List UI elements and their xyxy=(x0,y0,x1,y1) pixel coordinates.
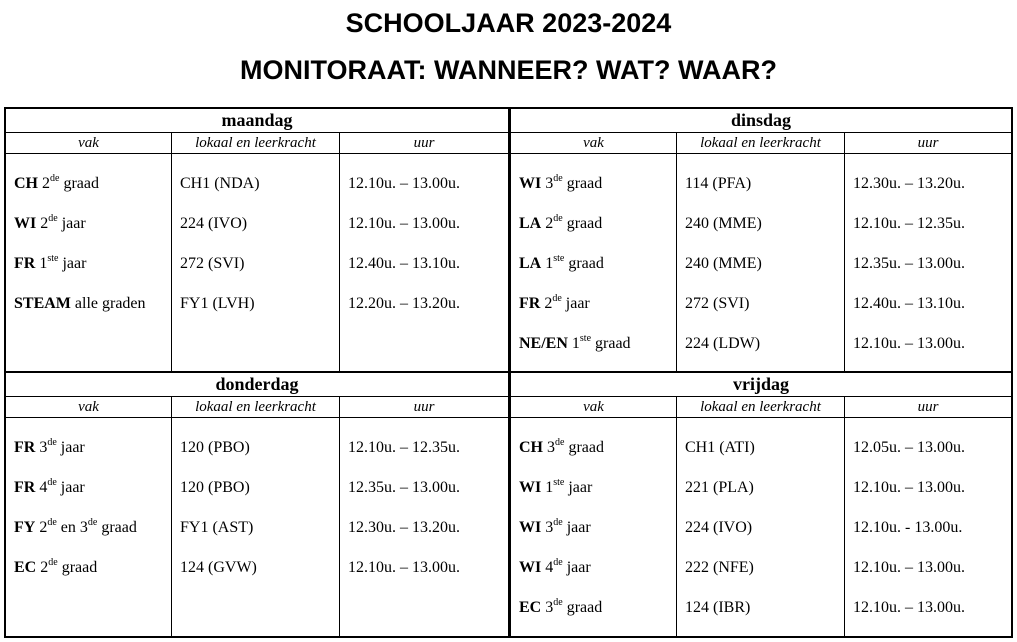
subject-code: FR xyxy=(14,439,36,456)
level-number: 2 xyxy=(40,559,49,576)
level-type: graad xyxy=(566,175,603,192)
header-vak: vak xyxy=(6,397,172,417)
lokaal-column xyxy=(677,418,845,636)
vak-cell xyxy=(6,212,171,252)
level-suffix: ste xyxy=(553,253,565,264)
vak-cell xyxy=(6,172,171,212)
time-slot: 12.10u. – 13.00u. xyxy=(853,335,965,352)
day-name: dinsdag xyxy=(511,109,1011,133)
room-teacher: 272 (SVI) xyxy=(180,255,245,272)
header-lokaal: lokaal en leerkracht xyxy=(677,397,845,417)
vak-cell xyxy=(511,476,676,516)
subject-code: WI xyxy=(519,175,542,192)
vak-cell xyxy=(511,332,676,372)
vak-cell xyxy=(6,292,171,332)
level-number: 1 xyxy=(545,255,554,272)
day-rows xyxy=(511,418,1011,636)
room-teacher: 114 (PFA) xyxy=(685,175,752,192)
room-teacher: 124 (IBR) xyxy=(685,599,751,616)
column-headers xyxy=(511,397,1011,418)
level-type-2: graad xyxy=(101,519,137,536)
subject-code: CH xyxy=(14,175,38,192)
vak-cell xyxy=(6,556,171,596)
level-type: jaar xyxy=(60,439,85,456)
subject-code: WI xyxy=(519,559,542,576)
schedule-grid xyxy=(4,107,1013,638)
time-slot: 12.10u. – 13.00u. xyxy=(348,175,460,192)
vak-column xyxy=(6,418,172,636)
level-number: 3 xyxy=(545,175,554,192)
time-slot: 12.05u. – 13.00u. xyxy=(853,439,965,456)
level-type: graad xyxy=(568,255,604,272)
room-teacher: 224 (LDW) xyxy=(685,335,761,352)
room-teacher: 272 (SVI) xyxy=(685,295,750,312)
room-teacher: 224 (IVO) xyxy=(180,215,248,232)
time-slot: 12.35u. – 13.00u. xyxy=(853,255,965,272)
vak-cell xyxy=(6,252,171,292)
time-slot: 12.10u. - 13.00u. xyxy=(853,519,963,536)
day-name: vrijdag xyxy=(511,373,1011,397)
page-subtitle: MONITORAAT: WANNEER? WAT? WAAR? xyxy=(240,55,777,85)
lokaal-column xyxy=(172,154,340,371)
level-suffix: de xyxy=(48,557,58,568)
day-block-dinsdag xyxy=(509,109,1011,373)
header-vak: vak xyxy=(6,133,172,153)
level-type: graad xyxy=(595,335,631,352)
uur-column xyxy=(340,154,508,371)
time-slot: 12.40u. – 13.10u. xyxy=(348,255,460,272)
day-block-vrijdag xyxy=(509,373,1011,636)
uur-column xyxy=(340,418,508,636)
subject-code: NE/EN xyxy=(519,335,568,352)
day-rows xyxy=(6,418,508,636)
day-rows xyxy=(511,154,1011,371)
room-teacher: 221 (PLA) xyxy=(685,479,754,496)
header-vak: vak xyxy=(511,133,677,153)
level-suffix: ste xyxy=(579,333,592,344)
level-suffix: de xyxy=(47,477,57,488)
level-number: 4 xyxy=(39,479,48,496)
time-slot: 12.40u. – 13.10u. xyxy=(853,295,965,312)
level-type: jaar xyxy=(565,295,590,312)
day-name: donderdag xyxy=(6,373,508,397)
room-teacher: 240 (MME) xyxy=(685,215,762,232)
subject-code: LA xyxy=(519,215,542,232)
vak-cell xyxy=(6,516,171,556)
lokaal-column xyxy=(677,154,845,371)
level-type: graad xyxy=(566,599,603,616)
level-number: 3 xyxy=(545,519,554,536)
level-suffix: ste xyxy=(553,477,565,488)
column-headers xyxy=(6,133,508,154)
subject-code: WI xyxy=(14,215,37,232)
vak-cell xyxy=(511,172,676,212)
level-suffix-2: de xyxy=(87,517,98,528)
level-number: 1 xyxy=(571,335,580,352)
vak-cell xyxy=(511,252,676,292)
level-suffix: de xyxy=(553,173,563,184)
time-slot: 12.30u. – 13.20u. xyxy=(348,519,460,536)
level-suffix: de xyxy=(553,557,563,568)
vak-cell xyxy=(6,476,171,516)
subject-code: EC xyxy=(14,559,37,576)
vak-cell xyxy=(511,212,676,252)
subject-code: WI xyxy=(519,519,542,536)
level-suffix: de xyxy=(552,293,562,304)
header-lokaal: lokaal en leerkracht xyxy=(172,397,340,417)
level-type: jaar xyxy=(61,215,86,232)
level-number: 2 xyxy=(40,215,49,232)
room-teacher: CH1 (NDA) xyxy=(180,175,260,192)
time-slot: 12.10u. – 13.00u. xyxy=(853,599,965,616)
time-slot: 12.30u. – 13.20u. xyxy=(853,175,965,192)
level-type: jaar xyxy=(568,479,593,496)
vak-cell xyxy=(511,436,676,476)
room-teacher: 224 (IVO) xyxy=(685,519,753,536)
level-type: alle graden xyxy=(74,295,146,312)
time-slot: 12.20u. – 13.20u. xyxy=(348,295,460,312)
day-name: maandag xyxy=(6,109,508,133)
level-suffix: de xyxy=(47,437,57,448)
time-slot: 12.10u. – 13.00u. xyxy=(348,559,460,576)
level-suffix: de xyxy=(553,517,563,528)
level-suffix: ste xyxy=(47,253,59,264)
level-number: 3 xyxy=(39,439,48,456)
room-teacher: 222 (NFE) xyxy=(685,559,754,576)
vak-cell xyxy=(511,516,676,556)
time-slot: 12.35u. – 13.00u. xyxy=(348,479,460,496)
subject-code: FY xyxy=(14,519,36,536)
level-type: jaar xyxy=(566,559,591,576)
level-suffix: de xyxy=(553,597,563,608)
subject-code: LA xyxy=(519,255,542,272)
subject-code: EC xyxy=(519,599,542,616)
subject-code: STEAM xyxy=(14,295,71,312)
uur-column xyxy=(845,418,1011,636)
level-number: 2 xyxy=(545,215,554,232)
column-headers xyxy=(6,397,508,418)
level-suffix: de xyxy=(50,173,60,184)
vak-cell xyxy=(511,556,676,596)
time-slot: 12.10u. – 12.35u. xyxy=(348,439,460,456)
level-number: 1 xyxy=(545,479,554,496)
header-lokaal: lokaal en leerkracht xyxy=(172,133,340,153)
level-type: en 3 xyxy=(60,519,88,536)
level-type: jaar xyxy=(60,479,85,496)
subject-code: WI xyxy=(519,479,542,496)
level-number: 2 xyxy=(42,175,50,192)
level-type: graad xyxy=(568,439,604,456)
header-uur: uur xyxy=(917,399,939,415)
lokaal-column xyxy=(172,418,340,636)
subject-code: FR xyxy=(14,479,36,496)
header-uur: uur xyxy=(413,399,435,415)
level-suffix: de xyxy=(553,213,563,224)
header-uur: uur xyxy=(917,135,939,151)
uur-column xyxy=(845,154,1011,371)
level-suffix: de xyxy=(47,517,57,528)
vak-cell xyxy=(6,436,171,476)
room-teacher: FY1 (LVH) xyxy=(180,295,255,312)
time-slot: 12.10u. – 12.35u. xyxy=(853,215,965,232)
level-type: jaar xyxy=(62,255,87,272)
level-number: 2 xyxy=(39,519,48,536)
vak-column xyxy=(511,418,677,636)
page-title: SCHOOLJAAR 2023-2024 xyxy=(345,8,672,38)
room-teacher: 120 (PBO) xyxy=(180,439,250,456)
subject-code: FR xyxy=(14,255,36,272)
level-number: 3 xyxy=(547,439,555,456)
room-teacher: FY1 (AST) xyxy=(180,519,254,536)
vak-cell xyxy=(511,596,676,636)
room-teacher: 124 (GVW) xyxy=(180,559,257,576)
subject-code: CH xyxy=(519,439,543,456)
day-block-donderdag xyxy=(6,373,509,636)
vak-column xyxy=(511,154,677,371)
level-number: 1 xyxy=(39,255,48,272)
room-teacher: CH1 (ATI) xyxy=(685,439,755,456)
room-teacher: 120 (PBO) xyxy=(180,479,250,496)
header-lokaal: lokaal en leerkracht xyxy=(677,133,845,153)
level-type: graad xyxy=(566,215,603,232)
room-teacher: 240 (MME) xyxy=(685,255,762,272)
time-slot: 12.10u. – 13.00u. xyxy=(853,559,965,576)
level-number: 4 xyxy=(545,559,554,576)
vak-cell xyxy=(511,292,676,332)
header-uur: uur xyxy=(413,135,435,151)
level-suffix: de xyxy=(555,437,565,448)
level-number: 2 xyxy=(544,295,553,312)
level-type: jaar xyxy=(566,519,591,536)
day-rows xyxy=(6,154,508,371)
level-number: 3 xyxy=(545,599,554,616)
day-block-maandag xyxy=(6,109,509,373)
header-vak: vak xyxy=(511,397,677,417)
time-slot: 12.10u. – 13.00u. xyxy=(853,479,965,496)
level-type: graad xyxy=(61,559,98,576)
vak-column xyxy=(6,154,172,371)
column-headers xyxy=(511,133,1011,154)
level-suffix: de xyxy=(48,213,58,224)
level-type: graad xyxy=(63,175,99,192)
subject-code: FR xyxy=(519,295,541,312)
time-slot: 12.10u. – 13.00u. xyxy=(348,215,460,232)
